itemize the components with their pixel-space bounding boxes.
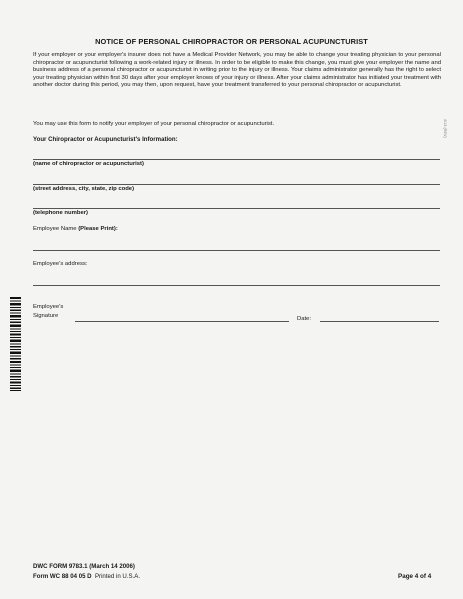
employee-address-line[interactable] [33, 285, 440, 286]
phone-line[interactable] [33, 208, 440, 209]
name-line[interactable] [33, 159, 440, 160]
employee-name-line[interactable] [33, 250, 440, 251]
side-form-code: 4/13 (REV) [443, 119, 447, 138]
form-number-text: Form WC 88 04 05 D [33, 573, 92, 580]
footer-form-number [33, 573, 140, 580]
signature-label-line1: Employee's [33, 304, 64, 310]
info-heading: Your Chiropractor or Acupuncturist's Information: [33, 136, 178, 143]
barcode-image [10, 297, 21, 391]
address-field-label: (street address, city, state, zip code) [33, 186, 135, 192]
notice-paragraph: If your employer or your employer's insurer does not have a Medical Provider Network, you may be able to change your treating physician to your personal chiropractor or acupuncturist following a work-related injury or illness. In order to be eligible to make this change, you must give your employer the name and business address of a personal chiropractor or acupuncturist in writing prior to the injury or illness. Your claims administrator generally has the right to select your treating physician within first 30 days after your employer knows of your injury or illness. After your claims administrator has initiated your treatment with another doctor during this period, you may then, upon request, have your treatment transferred to your personal chiropractor or acupuncturist. [33, 52, 441, 89]
printed-text: Printed in U.S.A. [94, 573, 141, 580]
phone-field-label: (telephone number) [33, 210, 88, 216]
please-print-text: (Please Print): [78, 226, 118, 232]
signature-line[interactable] [75, 321, 289, 322]
employee-address-label: Employee's address: [33, 261, 88, 267]
name-field-label: (name of chiropractor or acupuncturist) [33, 161, 144, 167]
footer-form-id: DWC FORM 9783.1 (March 14 2006) [33, 563, 135, 570]
date-label: Date: [297, 316, 312, 322]
form-title: NOTICE OF PERSONAL CHIROPRACTOR OR PERSONAL ACUPUNCTURIST [95, 37, 368, 46]
signature-label-line2: Signature [33, 313, 59, 319]
intro-text: You may use this form to notify your employer of your personal chiropractor or acupuncturist. [33, 121, 275, 127]
address-line[interactable] [33, 184, 440, 185]
employee-name-text: Employee Name [33, 226, 79, 232]
page-number: Page 4 of 4 [398, 573, 432, 580]
employee-name-label [33, 226, 118, 232]
date-line[interactable] [320, 321, 439, 322]
